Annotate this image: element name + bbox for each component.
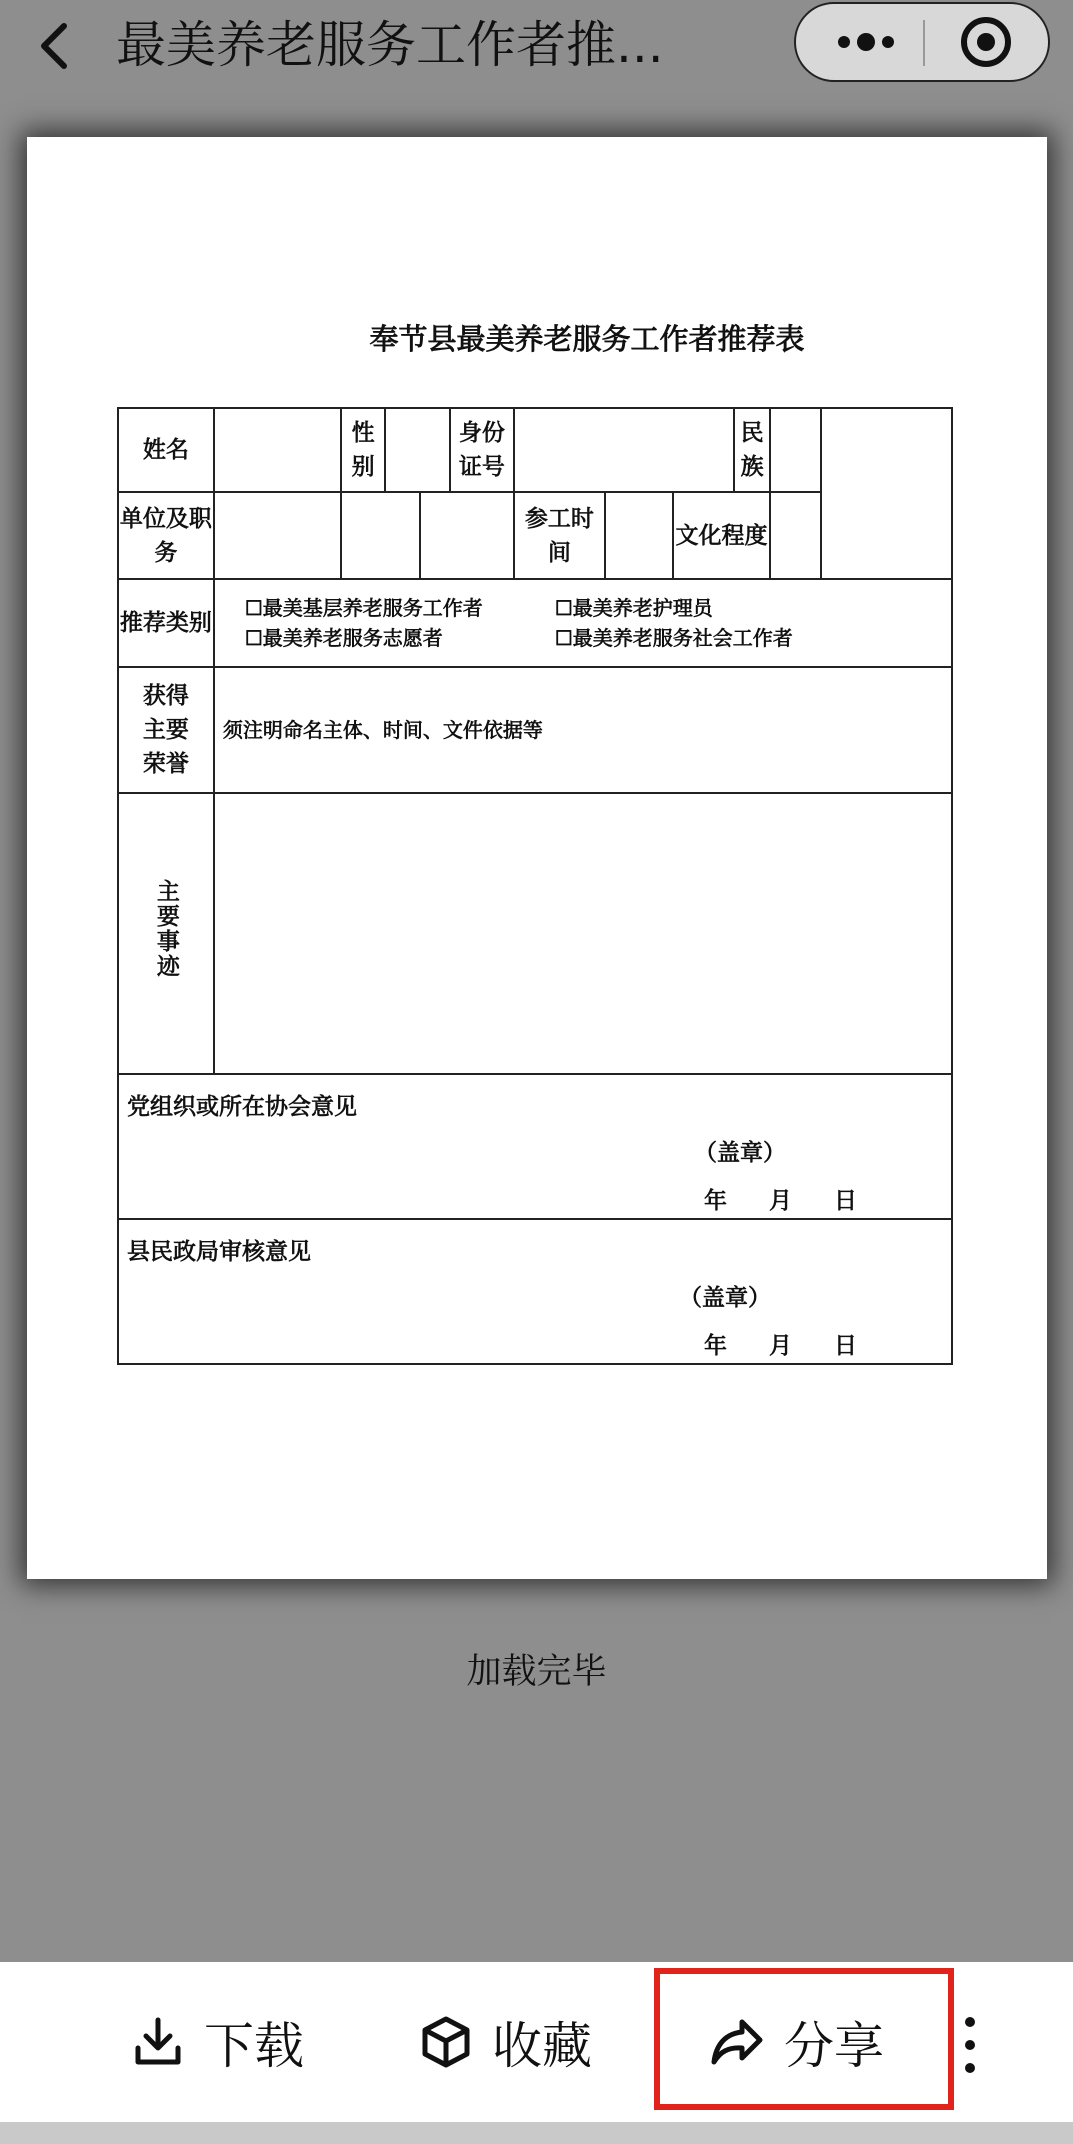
page-title: 最美养老服务工作者推... <box>116 16 664 74</box>
label-unit-position: 单位及职 务 <box>118 492 214 579</box>
label-ethnicity: 民族 <box>734 408 771 492</box>
label-join-time: 参工时间 <box>514 492 606 579</box>
category-option[interactable]: ☐最美养老服务志愿者 <box>244 626 443 650</box>
top-bar <box>0 0 1073 110</box>
more-options-button[interactable] <box>955 2010 985 2080</box>
field-id-number <box>514 408 734 492</box>
download-label: 下载 <box>204 2017 304 2075</box>
capsule-divider <box>923 20 925 66</box>
label-education: 文化程度 <box>673 492 771 579</box>
category-option[interactable]: ☐最美养老护理员 <box>554 596 713 620</box>
month: 月 <box>769 1331 792 1359</box>
field-main-deeds <box>214 793 952 1074</box>
field-position <box>341 492 419 579</box>
more-button[interactable] <box>816 12 916 72</box>
more-dots-icon <box>816 12 916 72</box>
mini-program-capsule <box>794 2 1050 82</box>
label-name: 姓名 <box>118 408 214 492</box>
field-ethnicity <box>770 408 821 492</box>
download-icon <box>130 2014 186 2070</box>
label-honors: 获得主要荣誉 <box>118 667 214 793</box>
honors-note: 须注明命名主体、时间、文件依据等 <box>222 718 543 742</box>
favorite-label: 收藏 <box>492 2017 592 2075</box>
day: 日 <box>834 1331 857 1359</box>
vertical-dots-icon <box>955 2010 985 2080</box>
favorite-button[interactable] <box>418 1962 592 2122</box>
back-button[interactable] <box>28 12 88 76</box>
category-option[interactable]: ☐最美养老服务社会工作者 <box>554 626 793 650</box>
field-join-time <box>605 492 672 579</box>
bureau-opinion-label: 县民政局审核意见 <box>127 1237 311 1265</box>
bureau-seal: （盖章） <box>679 1283 771 1311</box>
document-title: 奉节县最美养老服务工作者推荐表 <box>369 322 805 356</box>
field-education <box>770 492 821 579</box>
field-gender <box>385 408 450 492</box>
back-arrow-icon <box>28 12 88 76</box>
loading-status: 加载完毕 <box>466 1652 607 1692</box>
month: 月 <box>769 1186 792 1214</box>
party-seal: （盖章） <box>694 1138 786 1166</box>
photo-cell <box>821 408 952 579</box>
close-mini-program-button[interactable] <box>946 12 1026 72</box>
day: 日 <box>834 1186 857 1214</box>
label-main-deeds <box>118 793 214 1074</box>
download-button[interactable] <box>130 1962 304 2122</box>
share-highlight-box <box>654 1968 954 2110</box>
main-deeds-label: 主要事迹 <box>152 878 180 979</box>
label-id-number: 身份证号 <box>450 408 513 492</box>
target-circle-icon <box>946 12 1026 72</box>
party-date <box>704 1184 899 1218</box>
bureau-date <box>704 1329 899 1363</box>
party-opinion-cell <box>118 1074 952 1219</box>
label-gender: 性别 <box>341 408 385 492</box>
recommendation-form-table <box>117 407 953 1365</box>
field-extra <box>420 492 514 579</box>
party-opinion-label: 党组织或所在协会意见 <box>127 1092 357 1120</box>
bureau-opinion-cell <box>118 1219 952 1364</box>
category-option[interactable]: ☐最美基层养老服务工作者 <box>244 596 483 620</box>
document-preview[interactable] <box>27 137 1047 1579</box>
cube-icon <box>418 2014 474 2070</box>
year: 年 <box>704 1186 727 1214</box>
field-name <box>214 408 341 492</box>
year: 年 <box>704 1331 727 1359</box>
share-label: 分享 <box>784 2017 884 2075</box>
category-options <box>214 579 952 667</box>
label-category: 推荐类别 <box>118 579 214 667</box>
home-indicator-area <box>0 2122 1073 2144</box>
field-honors <box>214 667 952 793</box>
